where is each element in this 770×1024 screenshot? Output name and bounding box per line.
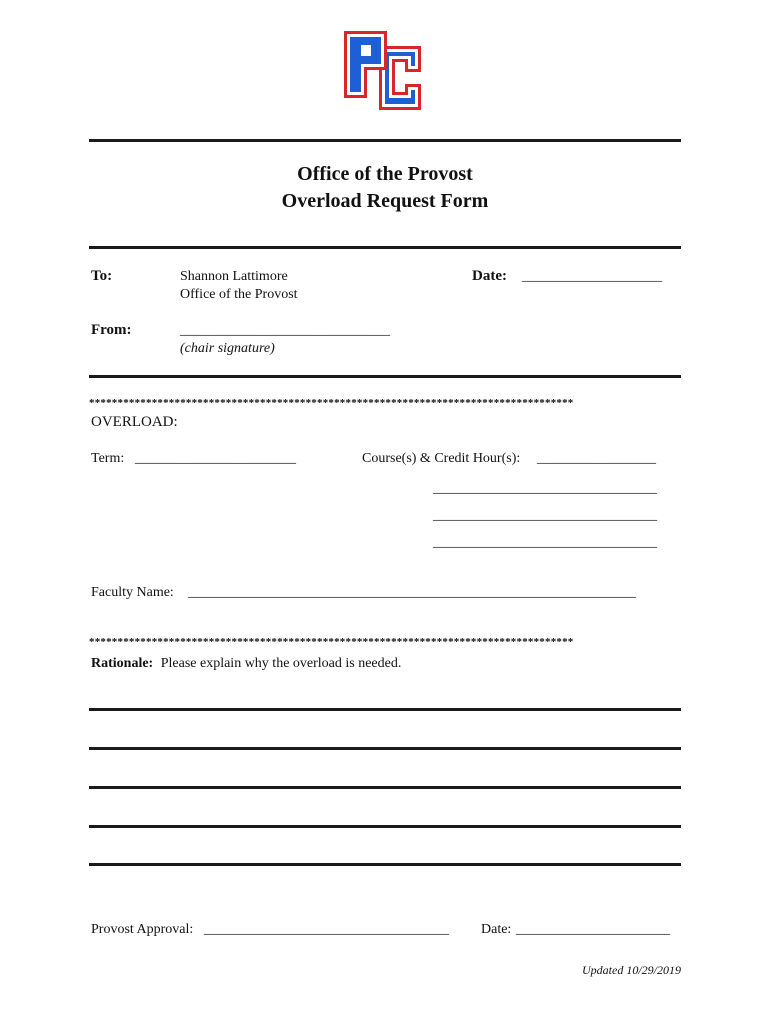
rationale-line[interactable] xyxy=(89,863,681,866)
office-title: Office of the Provost xyxy=(297,163,473,185)
provost-approval-label: Provost Approval: xyxy=(91,922,194,937)
courses-extra-field-1[interactable]: ________________________________ xyxy=(433,481,657,496)
provost-approval-field[interactable]: ___________________________________ xyxy=(204,922,449,937)
courses-extra-field-3[interactable]: ________________________________ xyxy=(433,535,657,550)
from-bottom-rule xyxy=(89,375,681,378)
courses-label: Course(s) & Credit Hour(s): xyxy=(362,451,521,466)
form-title: Overload Request Form xyxy=(281,190,489,212)
date-label: Date: xyxy=(472,268,507,284)
approval-date-label: Date: xyxy=(481,922,512,937)
date-field[interactable]: ____________________ xyxy=(522,269,662,284)
rationale-label: Rationale: xyxy=(91,656,154,671)
rationale-line[interactable] xyxy=(89,708,681,711)
header-bottom-rule xyxy=(89,246,681,249)
from-label: From: xyxy=(91,322,132,338)
courses-extra-field-2[interactable]: ________________________________ xyxy=(433,508,657,523)
overload-heading: OVERLOAD: xyxy=(91,414,178,430)
rationale-row xyxy=(91,656,401,672)
faculty-name-label: Faculty Name: xyxy=(91,585,174,600)
courses-field[interactable]: _________________ xyxy=(537,451,656,466)
rationale-prompt: Please explain why the overload is needed. xyxy=(160,656,402,671)
chair-signature-caption: (chair signature) xyxy=(180,341,275,356)
pc-logo xyxy=(341,28,427,114)
rationale-line[interactable] xyxy=(89,747,681,750)
rationale-line[interactable] xyxy=(89,786,681,789)
header-top-rule xyxy=(89,139,681,142)
star-divider: ************************************************************************************* xyxy=(89,636,574,648)
updated-date: Updated 10/29/2019 xyxy=(582,963,681,977)
term-field[interactable]: _______________________ xyxy=(135,451,296,466)
to-office: Office of the Provost xyxy=(180,287,298,302)
faculty-name-field[interactable]: ________________________________________________________________ xyxy=(188,585,636,600)
pc-logo-graphic xyxy=(341,28,427,114)
approval-date-field[interactable]: ______________________ xyxy=(516,922,670,937)
star-divider: ************************************************************************************* xyxy=(89,397,574,409)
to-label: To: xyxy=(91,268,113,284)
term-label: Term: xyxy=(91,451,125,466)
to-name: Shannon Lattimore xyxy=(180,269,288,284)
rationale-line[interactable] xyxy=(89,825,681,828)
chair-signature-field[interactable]: ______________________________ xyxy=(180,323,390,338)
